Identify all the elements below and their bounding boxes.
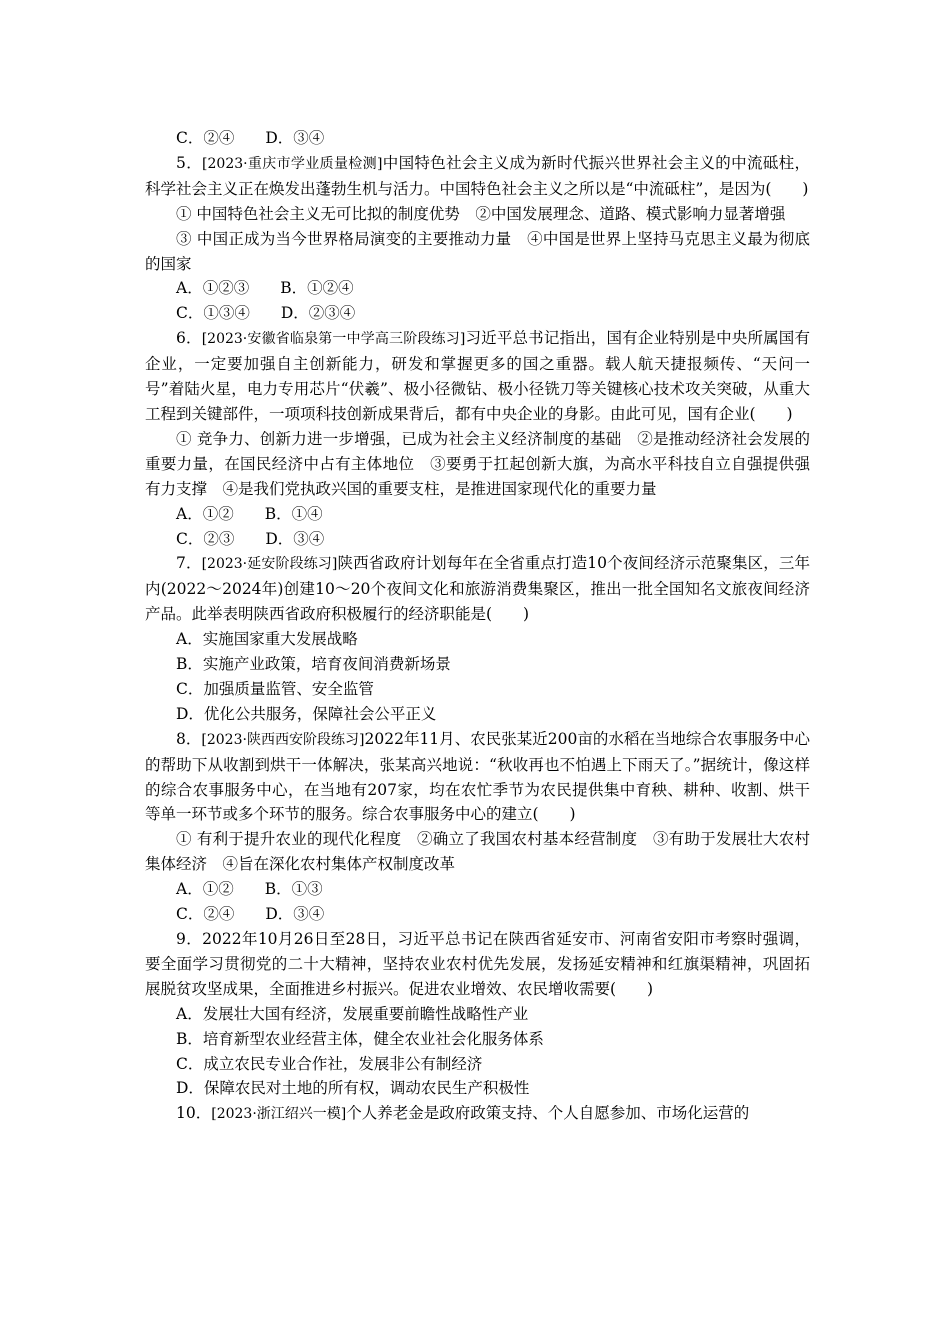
- q9-option-a: A．发展壮大国有经济，发展重要前瞻性战略性产业: [176, 1004, 529, 1023]
- q8-source-tag: [2023·陕西西安阶段练习]: [201, 731, 365, 748]
- q8-stem: [145, 727, 810, 828]
- q7-option-b: B．实施产业政策，培育夜间消费新场景: [176, 655, 451, 674]
- q9-stem: 9．2022年10月26日至28日，习近平总书记在陕西省延安市、河南省安阳市考察时强调，要全面学习贯彻党的二十大精神，坚持农业农村优先发展，发扬延安精神和红旗渠精神，巩固拓展脱贫攻坚成果，全面推进乡村振兴。促进农业增效、农民增收需要( ): [145, 930, 810, 998]
- q7-stem-text: 陕西省政府计划每年在全省重点打造10个夜间经济示范聚集区，三年内(2022～2024年)创建10～20个夜间文化和旅游消费集聚区，推出一批全国知名文旅夜间经济产品。此举表明陕西省政府积极履行的经济职能是( ): [145, 554, 810, 624]
- q5-stem-text: 中国特色社会主义成为新时代振兴世界社会主义的中流砥柱，科学社会主义正在焕发出蓬勃生机与活力。中国特色社会主义之所以是“中流砥柱”，是因为( ): [145, 153, 810, 198]
- q6-statements: ① 竞争力、创新力进一步增强，已成为社会主义经济制度的基础 ②是推动经济社会发展的重要力量，在国民经济中占有主体地位 ③要勇于扛起创新大旗，为高水平科技自立自强提供强有力支撑 ④是我们党执政兴国的重要支柱，是推进国家现代化的重要力量: [145, 429, 810, 498]
- q5-options-cd: C．①③④ D．②③④: [176, 304, 356, 323]
- q9-option-c: C．成立农民专业合作社，发展非公有制经济: [176, 1054, 483, 1073]
- q7-option-c: C．加强质量监管、安全监管: [176, 679, 374, 698]
- q6-options-ab: A．①② B．①④: [176, 504, 323, 523]
- q6-options-cd: C．②③ D．③④: [176, 529, 325, 548]
- q6-stem-text: 习近平总书记指出，国有企业特别是中央所属国有企业，一定要加强自主创新能力，研发和掌握更多的国之重器。载人航天捷报频传、“天问一号”着陆火星，电力专用芯片“伏羲”、极小径微钻、极小径铣刀等关键核心技术攻关突破，从重大工程到关键部件，一项项科技创新成果背后，都有中央企业的身影。由此可见，国有企业( ): [145, 329, 810, 423]
- q8-stem-text: 2022年11月、农民张某近200亩的水稻在当地综合农事服务中心的帮助下从收割到烘干一体解决，张某高兴地说：“秋收再也不怕遇上下雨天了。”据统计，像这样的综合农事服务中心，在当地有207家，均在农忙季节为农民提供集中育秧、耕种、收割、烘干等单一环节或多个环节的服务。综合农事服务中心的建立( ): [145, 729, 810, 824]
- q9-option-d: D．保障农民对土地的所有权，调动农民生产积极性: [176, 1079, 530, 1098]
- q10-stem: [145, 1101, 810, 1127]
- q6-number: 6．: [176, 329, 202, 348]
- q5-stem: [145, 151, 810, 202]
- q8-number: 8．: [176, 729, 202, 748]
- question-list: [145, 126, 810, 1127]
- q7-source-tag: [2023·延安阶段练习]: [201, 556, 338, 573]
- q7-number: 7．: [176, 554, 202, 573]
- q5-source-tag: [2023·重庆市学业质量检测]: [202, 155, 383, 172]
- q7-stem: [145, 551, 810, 627]
- q5-options-ab: A．①②③ B．①②④: [176, 279, 354, 298]
- q9-option-b: B．培育新型农业经营主体，健全农业社会化服务体系: [176, 1029, 544, 1048]
- q7-option-a: A．实施国家重大发展战略: [176, 630, 358, 649]
- q8-options-cd: C．②④ D．③④: [176, 905, 325, 924]
- q5-number: 5．: [176, 153, 203, 172]
- q8-options-ab: A．①② B．①③: [176, 880, 323, 899]
- q4-options-cd: C．②④ D．③④: [176, 129, 325, 147]
- q8-statements: ① 有利于提升农业的现代化程度 ②确立了我国农村基本经营制度 ③有助于发展壮大农村集体经济 ④旨在深化农村集体产权制度改革: [145, 830, 810, 874]
- q6-source-tag: [2023·安徽省临泉第一中学高三阶段练习]: [201, 331, 466, 348]
- q10-stem-text: 个人养老金是政府政策支持、个人自愿参加、市场化运营的: [346, 1104, 750, 1123]
- q5-statements-2: ③ 中国正成为当今世界格局演变的主要推动力量 ④中国是世界上坚持马克思主义最为彻底的国家: [145, 229, 810, 273]
- q5-statements-1: ① 中国特色社会主义无可比拟的制度优势 ②中国发展理念、道路、模式影响力显著增强: [176, 204, 786, 223]
- q6-stem: [145, 326, 810, 427]
- q10-number: 10．: [176, 1104, 212, 1123]
- q10-source-tag: [2023·浙江绍兴一模]: [211, 1106, 347, 1123]
- q7-option-d: D．优化公共服务，保障社会公平正义: [176, 704, 437, 723]
